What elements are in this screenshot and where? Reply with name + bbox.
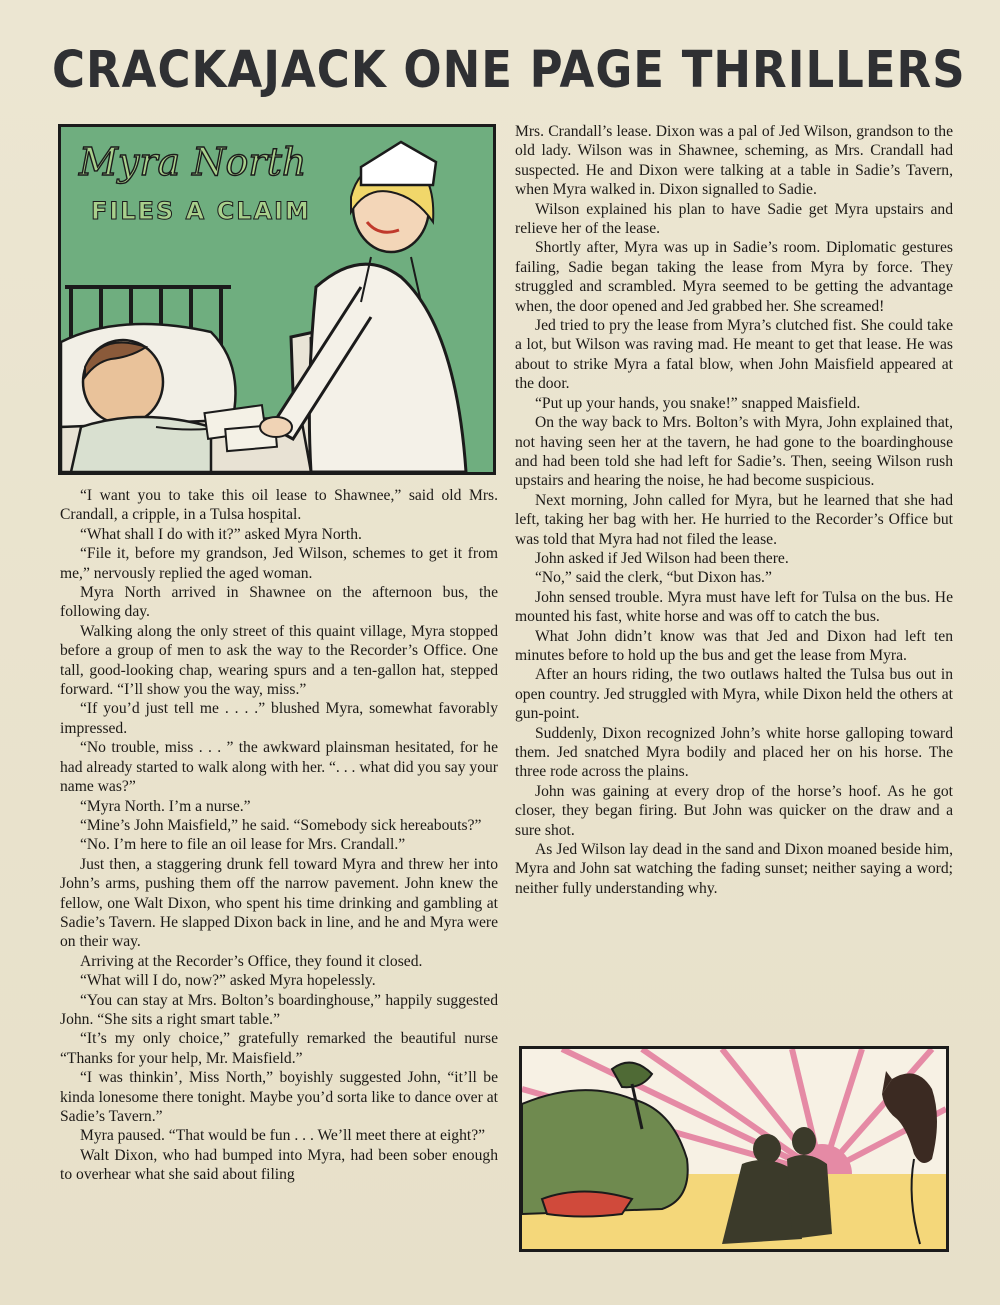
fallen-outlaw [542,1192,632,1217]
story-paragraph: Myra paused. “That would be fun . . . We’ll meet there at eight?” [80,1127,486,1145]
sunset-scene-art [522,1049,946,1249]
story-paragraph: Arriving at the Recorder’s Office, they found it closed. [80,952,423,970]
story-paragraph: “I want you to take this oil lease to Shawnee,” said old Mrs. Crandall, a cripple, in a Tulsa hospital. [60,487,498,524]
illustration-hospital-panel [58,124,496,475]
story-paragraph: John asked if Jed Wilson had been there. [535,549,789,567]
story-paragraph: “File it, before my grandson, Jed Wilson, schemes to get it from me,” nervously replied the aged woman. [60,545,498,582]
story-paragraph: “What shall I do with it?” asked Myra North. [80,525,362,543]
story-paragraph: Mrs. Crandall’s lease. Dixon was a pal of Jed Wilson, grandson to the old lady. Wilson was in Shawnee, scheming, as Mrs. Crandall had suspected. He and Dixon were talking at a table in Sadie’s Tavern, when Myra walked in. Dixon signalled to Sadie. [515,123,953,199]
story-paragraph: Next morning, John called for Myra, but he learned that she had left, taking her bag with her. He hurried to the Recorder’s Office but was told that Myra had not filed the lease. [515,491,953,548]
hospital-scene-art [61,127,493,472]
story-paragraph: “What will I do, now?” asked Myra hopelessly. [80,972,376,990]
story-paragraph: “If you’d just tell me . . . .” blushed Myra, somewhat favorably impressed. [60,700,498,737]
story-paragraph: Just then, a staggering drunk fell toward Myra and threw her into John’s arms, pushing them off the narrow pavement. John knew the fellow, one Walt Dixon, who spent his time drinking and gambling at Sadie’s Tavern. He slapped Dixon back in line, and he and Myra were on their way. [60,855,498,951]
story-paragraph: On the way back to Mrs. Bolton’s with Myra, John explained that, not having seen her at the tavern, he had gone to the boardinghouse and had been told she had left for Sadie’s. Then, seeing Wilson rush upstairs and hearing the noise, he had become suspicious. [515,414,953,490]
story-paragraph: “No. I’m here to file an oil lease for Mrs. Crandall.” [80,836,406,854]
story-paragraph: Suddenly, Dixon recognized John’s white horse galloping toward them. Jed snatched Myra bodily and placed her on his horse. The three rode across the plains. [515,724,953,781]
text-column-left [60,486,498,1185]
story-paragraph: “Mine’s John Maisfield,” he said. “Somebody sick hereabouts?” [80,816,482,834]
text-column-right [515,122,953,898]
story-paragraph: Wilson explained his plan to have Sadie get Myra upstairs and relieve her of the lease. [515,200,953,238]
illustration-sunset-panel [519,1046,949,1252]
story-paragraph: John was gaining at every drop of the horse’s hoof. As he got closer, they began firing. But John was quicker on the draw and a sure shot. [515,782,953,839]
story-paragraph: “No,” said the clerk, “but Dixon has.” [535,569,772,587]
story-paragraph: “No trouble, miss . . . ” the awkward plainsman hesitated, for he had already started to walk along with her. “. . . what did you say your name was?” [60,739,498,796]
story-paragraph: Walt Dixon, who had bumped into Myra, had been sober enough to overhear what she said about filing [60,1146,498,1184]
story-paragraph: “Myra North. I’m a nurse.” [80,797,251,815]
story-paragraph: Jed tried to pry the lease from Myra’s clutched fist. She could take a lot, but Wilson was raving mad. He meant to get that lease. He was about to strike Myra a fatal blow, when John Maisfield appeared at the door. [515,317,953,393]
story-paragraph: “It’s my only choice,” gratefully remarked the beautiful nurse “Thanks for your help, Mr. Maisfield.” [60,1030,498,1067]
story-title: Myra North [79,140,307,184]
story-paragraph: What John didn’t know was that Jed and Dixon had left ten minutes before to hold up the bus and get the lease from Myra. [515,627,953,664]
page-headline: CRACKAJACK ONE PAGE THRILLERS [52,40,966,100]
story-paragraph: “Put up your hands, you snake!” snapped Maisfield. [535,394,861,412]
story-subtitle: FILES A CLAIM [91,197,311,225]
story-paragraph: Walking along the only street of this quaint village, Myra stopped before a group of men to ask the way to the Recorder’s Office. One tall, good-looking chap, wearing spurs and a ten-gallon hat, stepped forward. “I’ll show you the way, miss.” [60,622,498,699]
story-paragraph: “You can stay at Mrs. Bolton’s boardinghouse,” happily suggested John. “She sits a right smart table.” [60,991,498,1028]
story-paragraph: John sensed trouble. Myra must have left for Tulsa on the bus. He mounted his fast, white horse and was off to catch the bus. [515,588,953,626]
story-paragraph: After an hours riding, the two outlaws halted the Tulsa bus out in open country. Jed struggled with Myra, while Dixon held the others at gun-point. [515,666,953,723]
story-paragraph: Myra North arrived in Shawnee on the afternoon bus, the following day. [60,584,498,621]
story-paragraph: Shortly after, Myra was up in Sadie’s room. Diplomatic gestures failing, Sadie began taking the lease from Myra by force. They struggled and scrambled. Myra seemed to be getting the advantage when, the door opened and Jed grabbed her. She screamed! [515,239,953,315]
story-paragraph: “I was thinkin’, Miss North,” boyishly suggested John, “it’ll be kinda lonesome there tonight. Maybe you’d sorta like to dance over at Sadie’s Tavern.” [60,1069,498,1125]
story-paragraph: As Jed Wilson lay dead in the sand and Dixon moaned beside him, Myra and John sat watching the fading sunset; neither saying a word; neither fully understanding why. [515,841,953,897]
